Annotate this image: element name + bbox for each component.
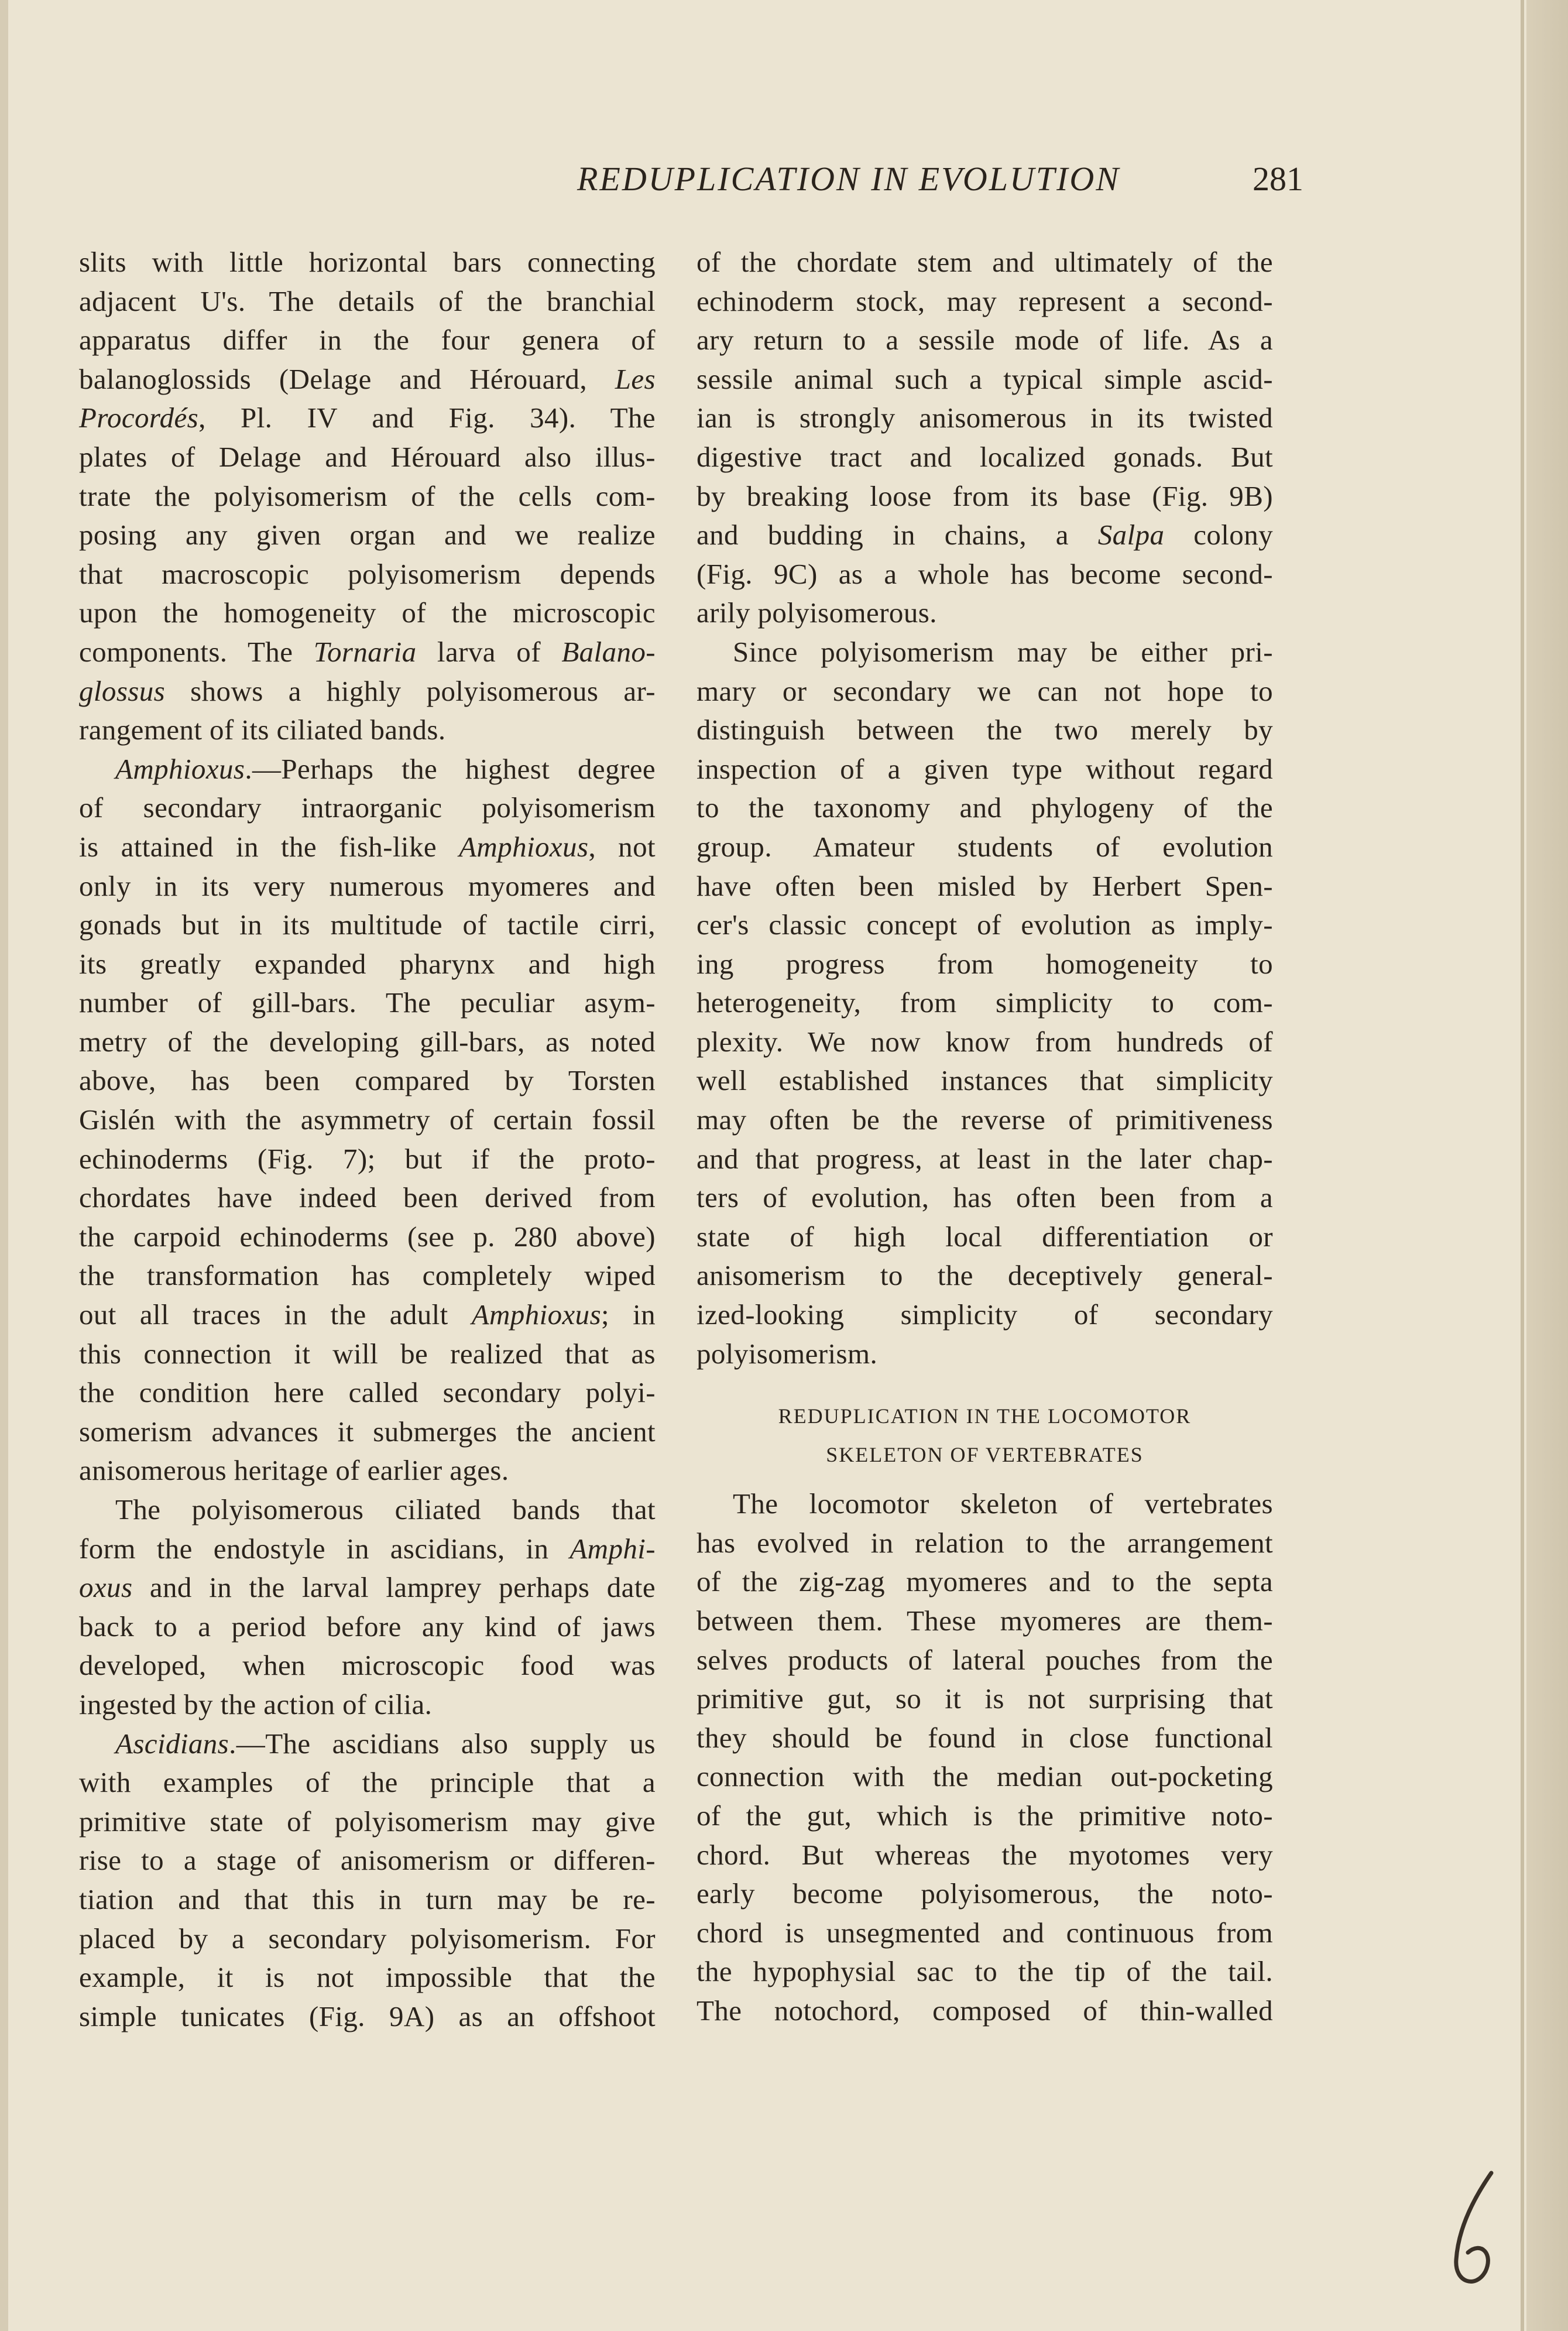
text-line: may often be the reverse of primitiveness	[696, 1103, 1273, 1136]
text-line: The polyisomerous ciliated bands that	[115, 1493, 656, 1526]
text-line: the transformation has completely wiped	[79, 1259, 656, 1292]
text-line: have often been misled by Herbert Spen-	[696, 869, 1273, 902]
text-line: well established instances that simplicity	[696, 1064, 1273, 1097]
section-heading-line-1: REDUPLICATION IN THE LOCOMOTOR	[778, 1404, 1192, 1428]
text-line: gonads but in its multitude of tactile cirri,	[79, 909, 656, 941]
text-line: Ascidians.—The ascidians also supply us	[115, 1727, 656, 1760]
text-line: slits with little horizontal bars connecting	[79, 246, 656, 278]
text-line: out all traces in the adult Amphioxus; in	[79, 1298, 656, 1331]
text-line: sessile animal such a typical simple ascid-	[696, 362, 1273, 395]
text-line: plates of Delage and Hérouard also illus-	[79, 440, 656, 473]
text-line: components. The Tornaria larva of Balano-	[79, 635, 656, 668]
text-line: they should be found in close functional	[696, 1721, 1273, 1754]
page-edge-line	[1521, 0, 1524, 2331]
text-line: balanoglossids (Delage and Hérouard, Les	[79, 362, 656, 395]
text-line: chord is unsegmented and continuous from	[696, 1916, 1273, 1949]
right-column-text-b	[696, 1485, 1273, 2030]
text-line: oxus and in the larval lamprey perhaps date	[79, 1571, 656, 1604]
text-line: example, it is not impossible that the	[79, 1961, 656, 1994]
page-left-edge	[0, 0, 8, 2331]
text-line: is attained in the fish-like Amphioxus, not	[79, 830, 656, 863]
text-line: tiation and that this in turn may be re-	[79, 1883, 656, 1915]
text-line: number of gill-bars. The peculiar asym-	[79, 986, 656, 1019]
text-line: somerism advances it submerges the ancient	[79, 1415, 656, 1448]
text-line: early become polyisomerous, the noto-	[696, 1877, 1273, 1910]
text-line: the hypophysial sac to the tip of the tail.	[696, 1955, 1273, 1988]
text-line: anisomerous heritage of earlier ages.	[79, 1454, 509, 1487]
text-line: chord. But whereas the myotomes very	[696, 1838, 1273, 1871]
text-line: of the zig-zag myomeres and to the septa	[696, 1565, 1273, 1598]
text-line: ian is strongly anisomerous in its twisted	[696, 402, 1273, 434]
text-line: by breaking loose from its base (Fig. 9B)	[696, 479, 1273, 512]
text-line: The locomotor skeleton of vertebrates	[733, 1487, 1273, 1520]
text-line: above, has been compared by Torsten	[79, 1064, 656, 1097]
text-line: inspection of a given type without regard	[696, 752, 1273, 785]
text-line: adjacent U's. The details of the branchial	[79, 284, 656, 317]
text-line: metry of the developing gill-bars, as noted	[79, 1025, 656, 1058]
text-line: of secondary intraorganic polyisomerism	[79, 791, 656, 824]
text-line: mary or secondary we can not hope to	[696, 674, 1273, 707]
text-line: developed, when microscopic food was	[79, 1649, 656, 1682]
text-line: Gislén with the asymmetry of certain fossil	[79, 1103, 656, 1136]
text-line: primitive state of polyisomerism may give	[79, 1805, 656, 1838]
text-line: upon the homogeneity of the microscopic	[79, 597, 656, 629]
text-line: form the endostyle in ascidians, in Amphi-	[79, 1532, 656, 1565]
text-line: echinoderms (Fig. 7); but if the proto-	[79, 1142, 656, 1175]
text-line: ing progress from homogeneity to	[696, 947, 1273, 980]
text-line: chordates have indeed been derived from	[79, 1181, 656, 1214]
text-line: ary return to a sessile mode of life. As a	[696, 324, 1273, 356]
text-line: (Fig. 9C) as a whole has become second-	[696, 557, 1273, 590]
text-line: arily polyisomerous.	[696, 597, 937, 629]
text-line: cer's classic concept of evolution as imply-	[696, 909, 1273, 941]
text-line: The notochord, composed of thin-walled	[696, 1994, 1273, 2027]
handwritten-mark	[1446, 2166, 1510, 2295]
text-line: state of high local differentiation or	[696, 1220, 1273, 1253]
text-line: the carpoid echinoderms (see p. 280 above)	[79, 1220, 656, 1253]
page-number: 281	[1253, 160, 1303, 198]
right-column-text-a	[696, 243, 1273, 1373]
running-head: REDUPLICATION IN EVOLUTION	[577, 160, 1121, 198]
text-line: posing any given organ and we realize	[79, 519, 656, 551]
text-line: distinguish between the two merely by	[696, 714, 1273, 746]
text-line: and that progress, at least in the later chap-	[696, 1142, 1273, 1175]
text-line: only in its very numerous myomeres and	[79, 869, 656, 902]
text-line: heterogeneity, from simplicity to com-	[696, 986, 1273, 1019]
text-line: glossus shows a highly polyisomerous ar-	[79, 674, 656, 707]
text-line: apparatus differ in the four genera of	[79, 324, 656, 356]
text-line: ters of evolution, has often been from a	[696, 1181, 1273, 1214]
text-line: rangement of its ciliated bands.	[79, 714, 446, 746]
text-line: back to a period before any kind of jaws	[79, 1610, 656, 1643]
text-line: between them. These myomeres are them-	[696, 1605, 1273, 1637]
page-right-margin	[1526, 0, 1568, 2331]
text-line: group. Amateur students of evolution	[696, 830, 1273, 863]
right-column	[696, 243, 1273, 2031]
text-line: the condition here called secondary polyi-	[79, 1376, 656, 1409]
text-line: of the chordate stem and ultimately of the	[696, 246, 1273, 278]
text-line: ized-looking simplicity of secondary	[696, 1298, 1273, 1331]
text-line: primitive gut, so it is not surprising that	[696, 1682, 1273, 1715]
text-line: its greatly expanded pharynx and high	[79, 947, 656, 980]
text-line: has evolved in relation to the arrangement	[696, 1526, 1273, 1559]
text-line: with examples of the principle that a	[79, 1766, 656, 1799]
text-line: plexity. We now know from hundreds of	[696, 1025, 1273, 1058]
text-line: anisomerism to the deceptively general-	[696, 1259, 1273, 1292]
text-line: placed by a secondary polyisomerism. For	[79, 1922, 656, 1955]
text-line: connection with the median out-pocketing	[696, 1760, 1273, 1793]
text-line: Since polyisomerism may be either pri-	[733, 635, 1273, 668]
section-heading-line-2: SKELETON OF VERTEBRATES	[826, 1443, 1144, 1467]
text-line: polyisomerism.	[696, 1337, 878, 1370]
left-column	[79, 243, 656, 2036]
text-line: ingested by the action of cilia.	[79, 1688, 433, 1720]
text-line: trate the polyisomerism of the cells com-	[79, 479, 656, 512]
text-line: Amphioxus.—Perhaps the highest degree	[115, 752, 656, 785]
text-line: rise to a stage of anisomerism or differen-	[79, 1844, 656, 1877]
text-line: digestive tract and localized gonads. But	[696, 440, 1273, 473]
text-line: simple tunicates (Fig. 9A) as an offshoot	[79, 2000, 656, 2032]
text-line: Procordés, Pl. IV and Fig. 34). The	[79, 402, 656, 434]
text-line: of the gut, which is the primitive noto-	[696, 1799, 1273, 1832]
text-line: echinoderm stock, may represent a second-	[696, 284, 1273, 317]
text-line: to the taxonomy and phylogeny of the	[696, 791, 1273, 824]
text-line: this connection it will be realized that as	[79, 1337, 656, 1370]
text-line: and budding in chains, a Salpa colony	[696, 519, 1273, 551]
text-line: selves products of lateral pouches from the	[696, 1643, 1273, 1676]
text-line: that macroscopic polyisomerism depends	[79, 557, 656, 590]
